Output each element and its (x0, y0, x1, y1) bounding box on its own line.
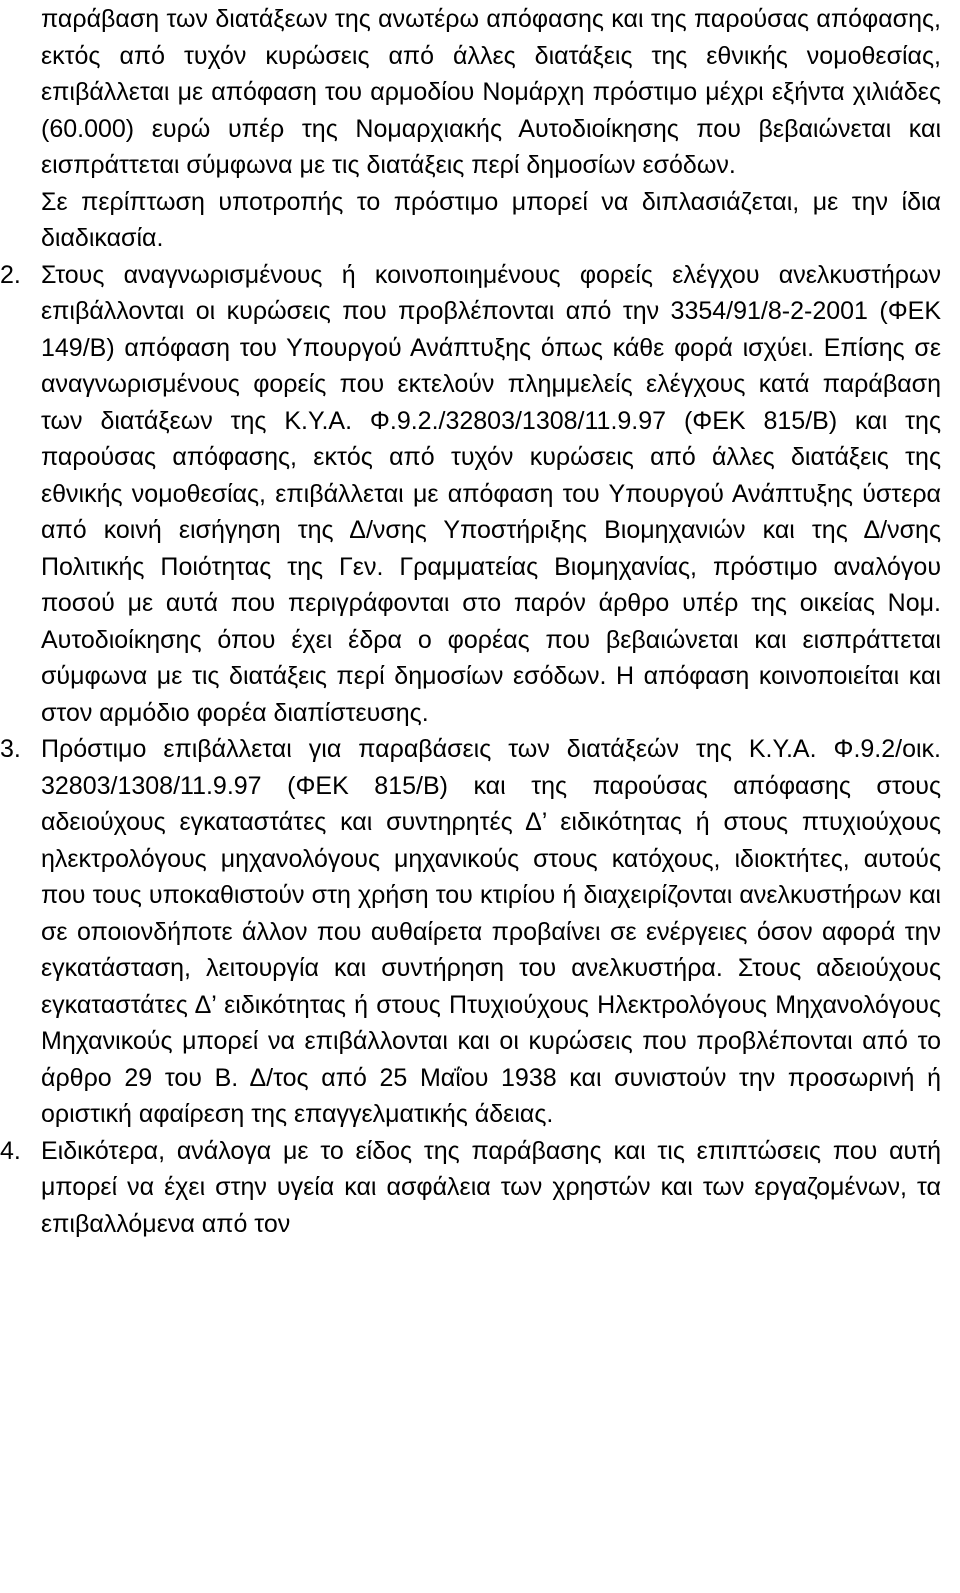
list-item-text: Στους αναγνωρισμένους ή κοινοποιημένους φορείς ελέγχου ανελκυστήρων επιβάλλονται οι κυρώσεις που προβλέπονται από την 3354/91/8-2-2001 (ΦΕΚ 149/Β) απόφαση του Υπουργού Ανάπτυξης όπως κάθε φορά ισχύει. Επίσης σε αναγνωρισμένους φορείς που εκτελούν πλημμελείς ελέγχους κατά παράβαση των διατάξεων της Κ.Υ.Α. Φ.9.2./32803/1308/11.9.97 (ΦΕΚ 815/Β) και της παρούσας απόφασης, εκτός από τυχόν κυρώσεις από άλλες διατάξεις της εθνικής νομοθεσίας, επιβάλλεται με απόφαση του Υπουργού Ανάπτυξης ύστερα από κοινή εισήγηση της Δ/νσης Υποστήριξης Βιομηχανιών και της Δ/νσης Πολιτικής Ποιότητας της Γεν. Γραμματείας Βιομηχανίας, πρόστιμο αναλόγου ποσού με αυτά που περιγράφονται στο παρόν άρθρο υπέρ της οικείας Νομ. Αυτοδιοίκησης όπου έχει έδρα ο φορέας που βεβαιώνεται και εισπράττεται σύμφωνα με τις διατάξεις περί δημοσίων εσόδων. Η απόφαση κοινοποιείται και στον αρμόδιο φορέα διαπίστευσης. (41, 260, 941, 727)
intro-paragraph-1: παράβαση των διατάξεων της ανωτέρω απόφασης και της παρούσας απόφασης, εκτός από τυχόν κυρώσεις από άλλες διατάξεις της εθνικής νομοθεσίας, επιβάλλεται με απόφαση του αρμοδίου Νομάρχη πρόστιμο μέχρι εξήντα χιλιάδες (60.000) ευρώ υπέρ της Νομαρχιακής Αυτοδιοίκησης που βεβαιώνεται και εισπράττεται σύμφωνα με τις διατάξεις περί δημοσίων εσόδων. (41, 5, 941, 179)
list-item-number: 4. (0, 1136, 21, 1165)
list-item-4 (0, 1133, 960, 1243)
list-item-number: 3. (0, 735, 21, 763)
list-item-text: Ειδικότερα, ανάλογα με το είδος της παράβασης και τις επιπτώσεις που αυτή μπορεί να έχει στην υγεία και ασφάλεια των χρηστών και των εργαζομένων, τα επιβαλλόμενα από τον (41, 1136, 941, 1238)
list-item-number: 2. (0, 260, 21, 289)
intro-paragraph-2: Σε περίπτωση υποτροπής το πρόστιμο μπορεί να διπλασιάζεται, με την ίδια διαδικασία. (41, 187, 941, 252)
list-item-text: Πρόστιμο επιβάλλεται για παραβάσεις των διατάξεών της Κ.Υ.Α. Φ.9.2/οικ. 32803/1308/11.9.97 (ΦΕΚ 815/Β) και της παρούσας απόφασης στους αδειούχους εγκαταστάτες και συντηρητές Δ’ ειδικότητας ή στους πτυχιούχους ηλεκτρολόγους μηχανολόγους μηχανικούς στους κατόχους, ιδιοκτήτες, αυτούς που τους υποκαθιστούν στη χρήση του κτιρίου ή διαχειρίζονται ανελκυστήρων και σε οποιονδήποτε άλλον που αυθαίρετα προβαίνει σε ενέργειες όσον αφορά την εγκατάσταση, λειτουργία και συντήρηση του ανελκυστήρα. Στους αδειούχους εγκαταστάτες Δ’ ειδικότητας ή στους Πτυχιούχους Ηλεκτρολόγους Μηχανολόγους Μηχανικούς μπορεί να επιβάλλονται και οι κυρώσεις που προβλέπονται από το άρθρο 29 του Β. Δ/τος από 25 Μαΐου 1938 και συνιστούν την προσωρινή ή οριστική αφαίρεση της επαγγελματικής άδειας. (41, 735, 941, 1128)
list-item-2 (0, 257, 960, 732)
list-item-3 (0, 731, 960, 1133)
